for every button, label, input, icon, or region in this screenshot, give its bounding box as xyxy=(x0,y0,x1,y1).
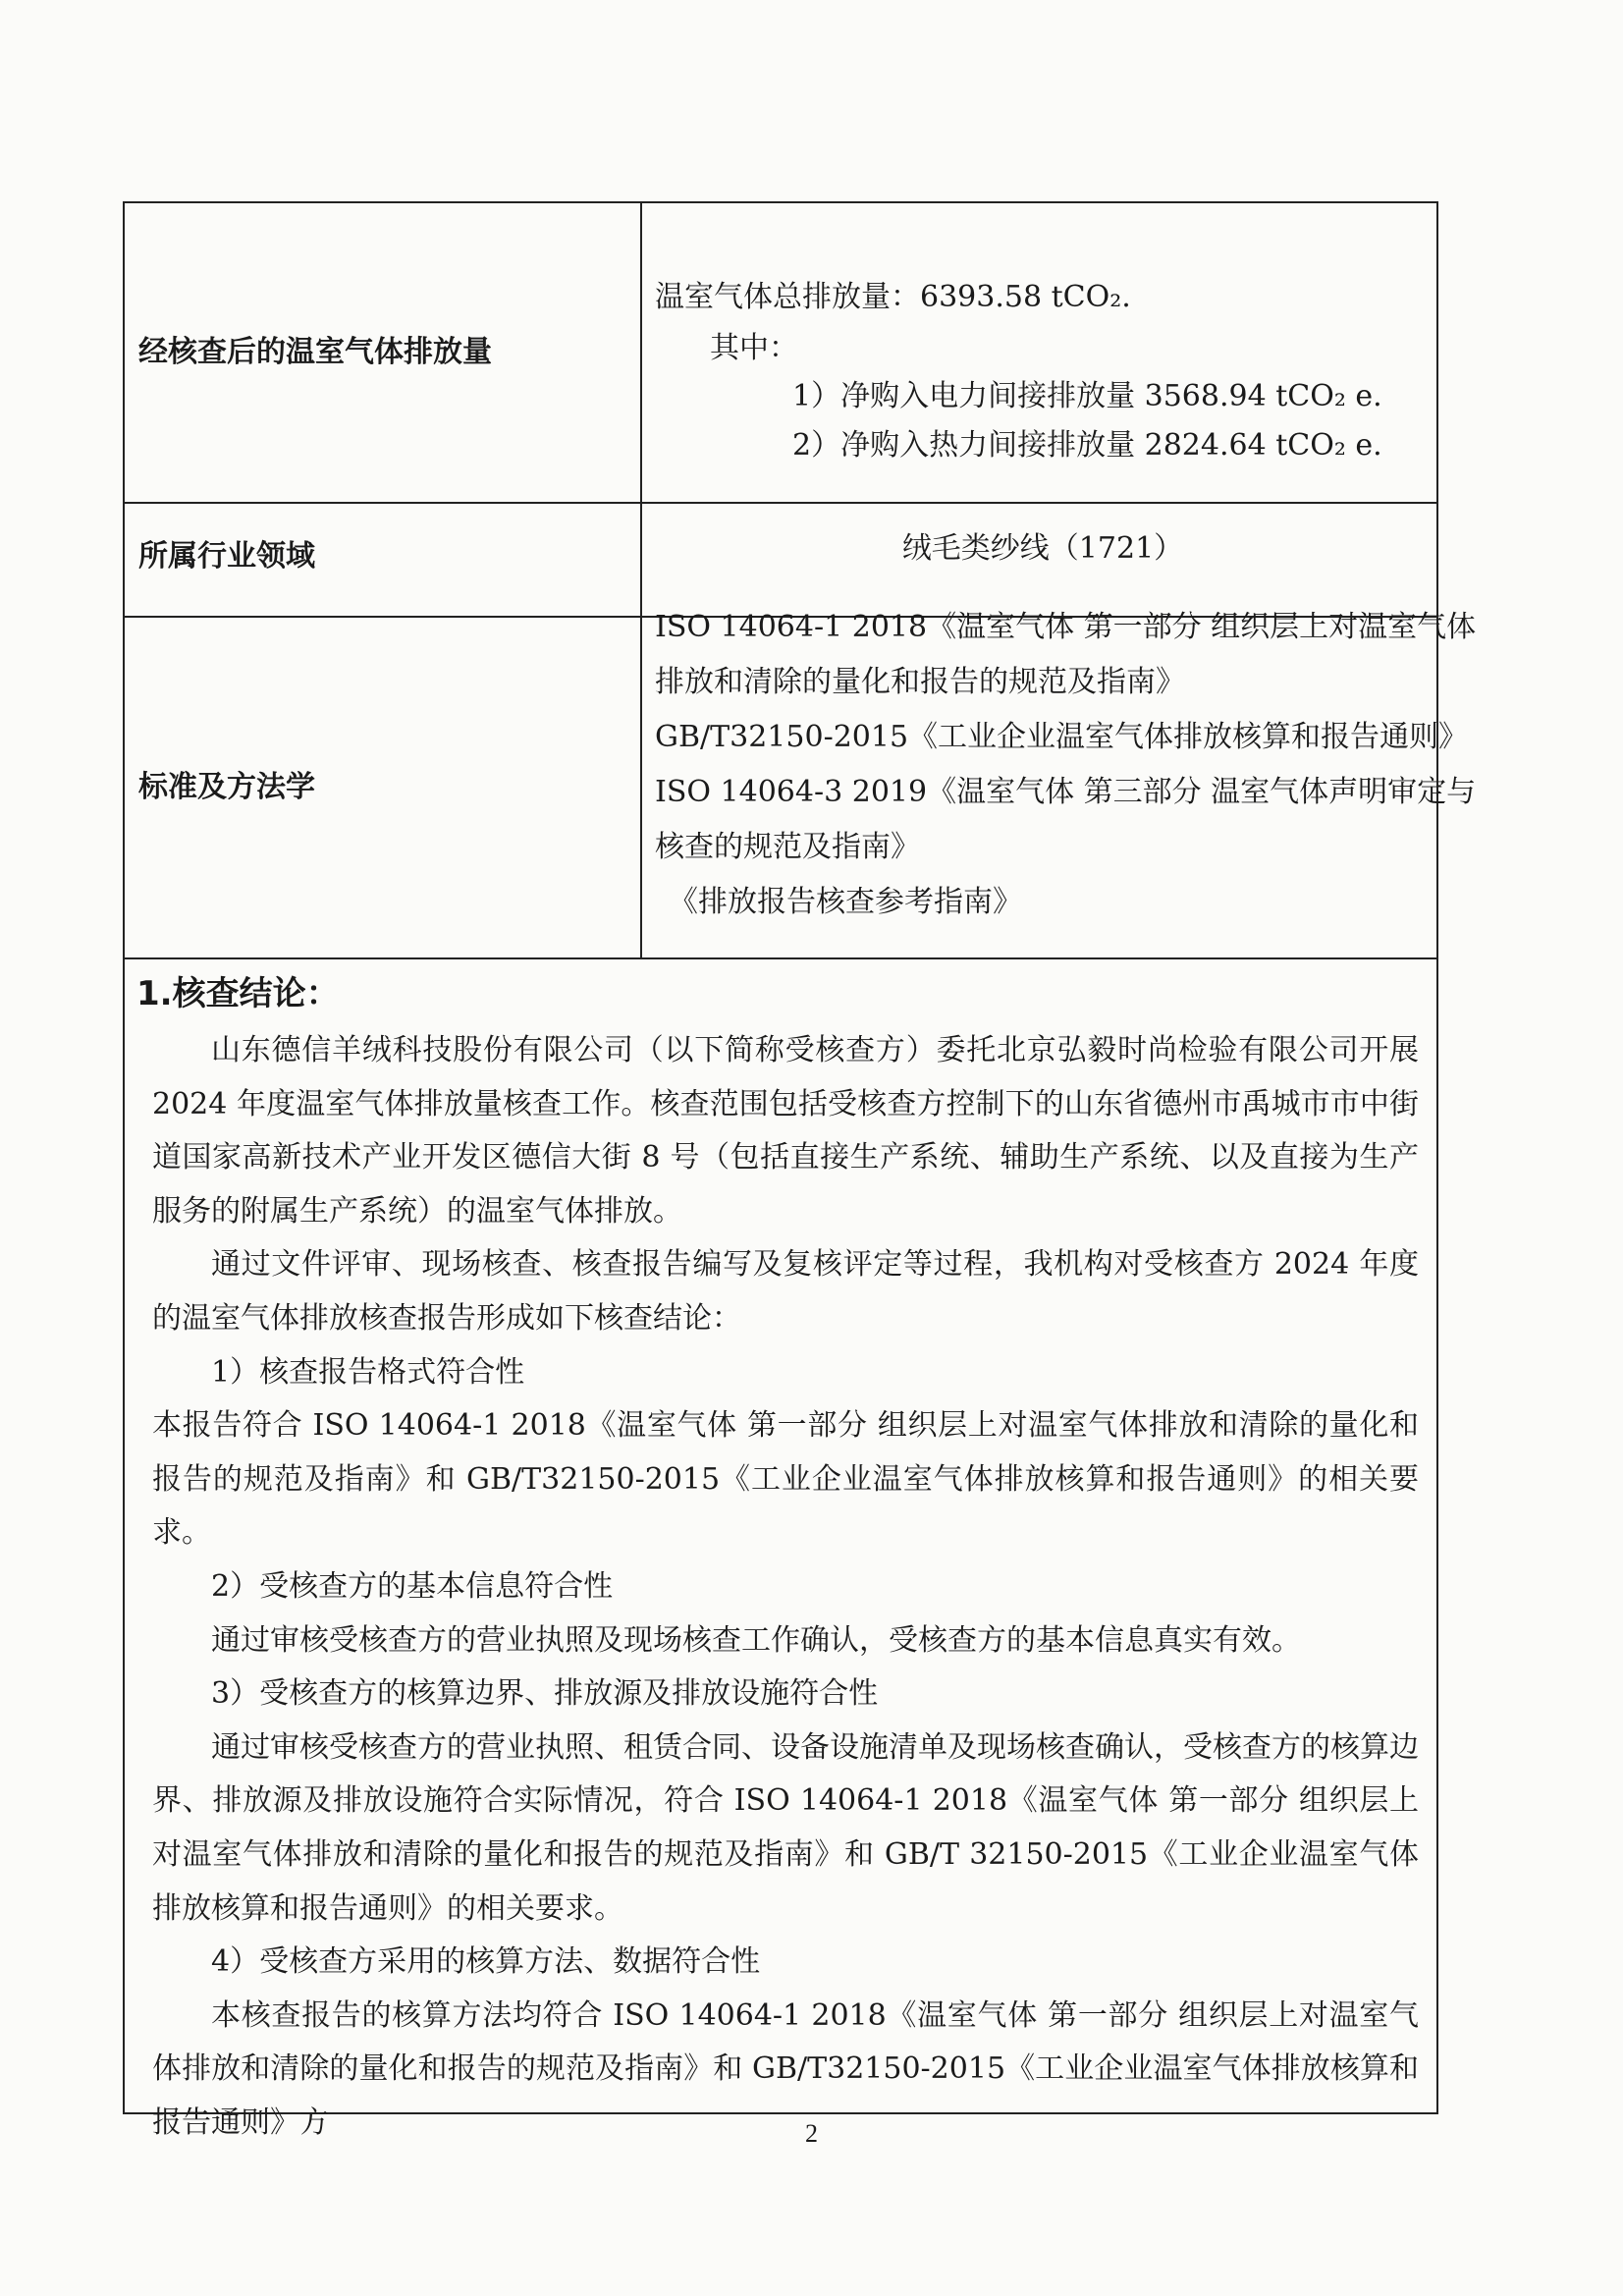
electricity-emissions: 1）净购入电力间接排放量 3568.94 tCO₂ e. xyxy=(792,379,1382,413)
item-text: 通过审核受核查方的营业执照、租赁合同、设备设施清单及现场核查确认，受核查方的核算边界、排放源及排放设施符合实际情况，符合 ISO 14064-1 2018《温室气体 第一部分 组织层上对温室气体排放和清除的量化和报告的规范及指南》和 GB/T 32150-2015《工业企业温室气体排放核算和报告通则》的相关要求。 xyxy=(152,1729,1419,1926)
item-text: 本报告符合 ISO 14064-1 2018《温室气体 第一部分 组织层上对温室气体排放和清除的量化和报告的规范及指南》和 GB/T32150-2015《工业企业温室气体排放核算和报告通则》的相关要求。 xyxy=(152,1408,1419,1551)
standard-line: GB/T32150-2015《工业企业温室气体排放核算和报告通则》 xyxy=(655,720,1469,754)
industry-value: 绒毛类纱线（1721） xyxy=(901,531,1184,566)
item-heading: 2）受核查方的基本信息符合性 xyxy=(211,1568,614,1604)
standards-list xyxy=(655,600,1477,930)
row-divider xyxy=(125,957,1436,959)
page-number: 2 xyxy=(805,2119,818,2148)
report-table xyxy=(123,201,1477,2140)
conclusion-process: 通过文件评审、现场核查、核查报告编写及复核评定等过程，我机构对受核查方 2024 年度的温室气体排放核查报告形成如下核查结论： xyxy=(152,1247,1419,1336)
row-divider xyxy=(125,502,1436,504)
item-heading: 3）受核查方的核算边界、排放源及排放设施符合性 xyxy=(211,1676,879,1712)
standard-line: 《排放报告核查参考指南》 xyxy=(669,885,1022,919)
standard-line: ISO 14064-3 2019《温室气体 第三部分 温室气体声明审定与 xyxy=(655,775,1477,809)
standard-line: 排放和清除的量化和报告的规范及指南》 xyxy=(655,665,1185,699)
heat-emissions: 2）净购入热力间接排放量 2824.64 tCO₂ e. xyxy=(792,428,1382,463)
standard-line: ISO 14064-1 2018《温室气体 第一部分 组织层上对温室气体 xyxy=(655,610,1477,644)
conclusion-title: 1.核查结论： xyxy=(136,974,340,1013)
item-heading: 4）受核查方采用的核算方法、数据符合性 xyxy=(211,1944,761,1980)
total-emissions: 温室气体总排放量：6393.58 tCO₂. xyxy=(655,280,1131,314)
standards-label: 标准及方法学 xyxy=(138,770,315,804)
item-heading: 1）核查报告格式符合性 xyxy=(211,1354,525,1390)
emissions-label: 经核查后的温室气体排放量 xyxy=(138,335,492,369)
item-text: 通过审核受核查方的营业执照及现场核查工作确认，受核查方的基本信息真实有效。 xyxy=(211,1622,1301,1658)
conclusion-intro: 山东德信羊绒科技股份有限公司（以下简称受核查方）委托北京弘毅时尚检验有限公司开展 2024 年度温室气体排放量核查工作。核查范围包括受核查方控制下的山东省德州市禹城市市中街道国家高新技术产业开发区德信大街 8 号（包括直接生产系统、辅助生产系统、以及直接为生产服务的附属生产系统）的温室气体排放。 xyxy=(152,1033,1419,1229)
industry-label: 所属行业领域 xyxy=(138,539,315,574)
item-text: 本核查报告的核算方法均符合 ISO 14064-1 2018《温室气体 第一部分 组织层上对温室气体排放和清除的量化和报告的规范及指南》和 GB/T32150-2015《工业企业温室气体排放核算和报告通则》方 xyxy=(152,1997,1419,2140)
column-divider xyxy=(640,203,642,957)
standard-line: 核查的规范及指南》 xyxy=(655,830,920,864)
emissions-value xyxy=(655,270,1431,470)
emissions-breakdown-label: 其中： xyxy=(710,331,798,365)
conclusion-section xyxy=(136,969,1419,2150)
